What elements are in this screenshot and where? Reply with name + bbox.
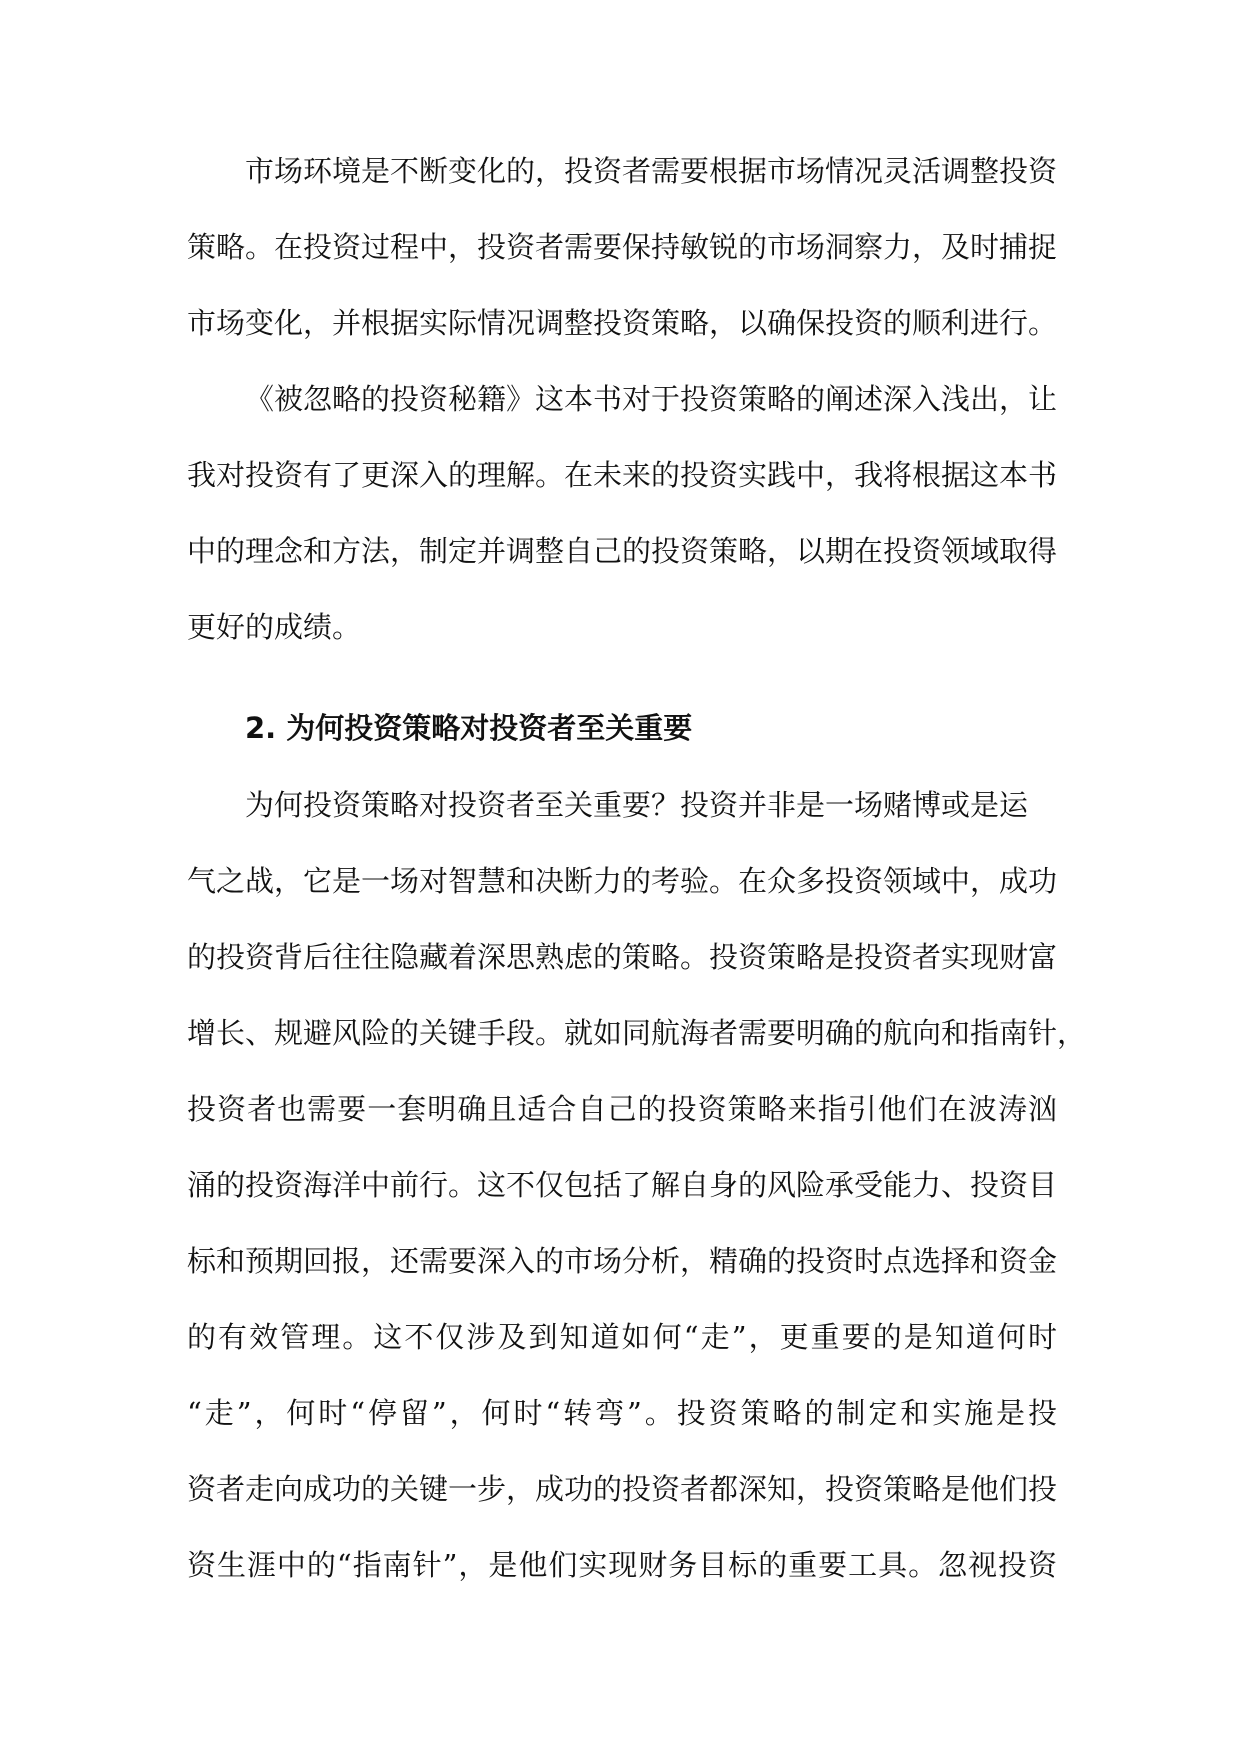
paragraph-line: 市场环境是不断变化的，投资者需要根据市场情况灵活调整投资: [245, 154, 1058, 188]
paragraph-line: 市场变化，并根据实际情况调整投资策略，以确保投资的顺利进行。: [187, 306, 1058, 340]
paragraph-line: 气之战，它是一场对智慧和决断力的考验。在众多投资领域中，成功: [187, 864, 1058, 898]
paragraph-line: 资者走向成功的关键一步，成功的投资者都深知，投资策略是他们投: [187, 1472, 1058, 1506]
paragraph-line: 《被忽略的投资秘籍》这本书对于投资策略的阐述深入浅出，让: [245, 382, 1058, 416]
paragraph-line: 中的理念和方法，制定并调整自己的投资策略，以期在投资领域取得: [187, 534, 1058, 568]
paragraph-line: 增长、规避风险的关键手段。就如同航海者需要明确的航向和指南针，: [187, 1016, 1087, 1050]
paragraph-line: 为何投资策略对投资者至关重要？投资并非是一场赌博或是运: [245, 788, 1029, 822]
paragraph-line: 投资者也需要一套明确且适合自己的投资策略来指引他们在波涛汹: [187, 1092, 1057, 1126]
paragraph-line: 涌的投资海洋中前行。这不仅包括了解自身的风险承受能力、投资目: [187, 1168, 1058, 1202]
paragraph-line: 的有效管理。这不仅涉及到知道如何“走”，更重要的是知道何时: [187, 1320, 1057, 1354]
paragraph-line: 资生涯中的“指南针”，是他们实现财务目标的重要工具。忽视投资: [187, 1548, 1057, 1582]
paragraph-line: 策略。在投资过程中，投资者需要保持敏锐的市场洞察力，及时捕捉: [187, 230, 1058, 264]
paragraph-line: 标和预期回报，还需要深入的市场分析，精确的投资时点选择和资金: [187, 1244, 1058, 1278]
paragraph-line: 的投资背后往往隐藏着深思熟虑的策略。投资策略是投资者实现财富: [187, 940, 1058, 974]
paragraph-line: 我对投资有了更深入的理解。在未来的投资实践中，我将根据这本书: [187, 458, 1058, 492]
section-heading: 2. 为何投资策略对投资者至关重要: [245, 711, 693, 745]
paragraph-line: 更好的成绩。: [187, 610, 362, 644]
paragraph-line: “走”，何时“停留”，何时“转弯”。投资策略的制定和实施是投: [187, 1396, 1057, 1430]
